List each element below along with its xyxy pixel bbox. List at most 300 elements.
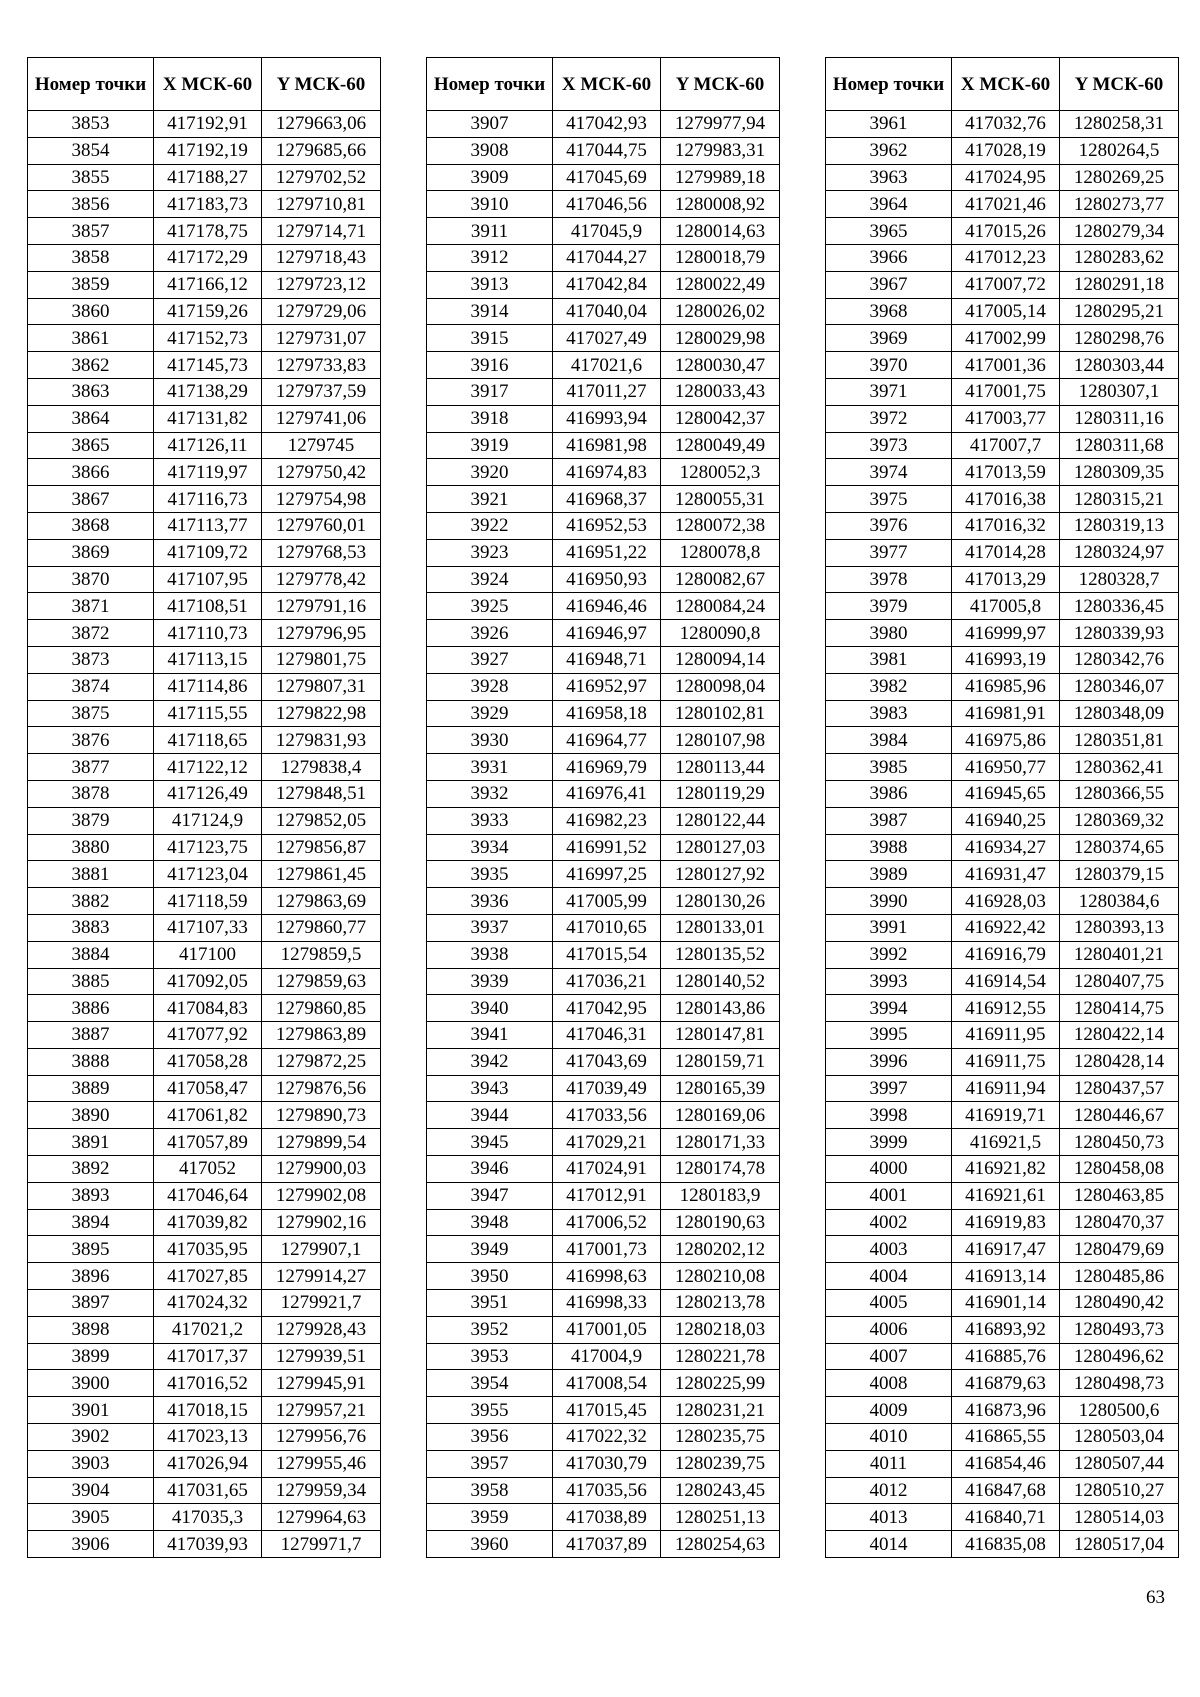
cell-x-coordinate: 417005,14 — [952, 298, 1060, 325]
cell-y-coordinate: 1280029,98 — [661, 325, 780, 352]
cell-y-coordinate: 1280496,62 — [1060, 1343, 1179, 1370]
table-row — [427, 325, 780, 352]
cell-point-number: 3898 — [28, 1316, 154, 1343]
cell-y-coordinate: 1280393,13 — [1060, 914, 1179, 941]
header-point-number: Номер точки — [427, 58, 553, 111]
cell-y-coordinate: 1279856,87 — [262, 834, 381, 861]
cell-y-coordinate: 1280014,63 — [661, 218, 780, 245]
cell-x-coordinate: 416919,83 — [952, 1209, 1060, 1236]
cell-x-coordinate: 417124,9 — [154, 807, 262, 834]
cell-y-coordinate: 1280493,73 — [1060, 1316, 1179, 1343]
cell-point-number: 3914 — [427, 298, 553, 325]
cell-x-coordinate: 417118,59 — [154, 888, 262, 915]
cell-y-coordinate: 1280127,92 — [661, 861, 780, 888]
cell-y-coordinate: 1279723,12 — [262, 271, 381, 298]
table-row — [427, 1102, 780, 1129]
cell-y-coordinate: 1280458,08 — [1060, 1156, 1179, 1183]
table-row — [28, 1504, 381, 1531]
cell-x-coordinate: 416921,61 — [952, 1182, 1060, 1209]
cell-point-number: 3980 — [826, 620, 952, 647]
cell-y-coordinate: 1279921,7 — [262, 1290, 381, 1317]
cell-point-number: 3969 — [826, 325, 952, 352]
cell-y-coordinate: 1279822,98 — [262, 700, 381, 727]
cell-point-number: 3928 — [427, 673, 553, 700]
cell-y-coordinate: 1279859,5 — [262, 941, 381, 968]
table-row — [28, 1370, 381, 1397]
cell-x-coordinate: 416968,37 — [553, 486, 661, 513]
cell-x-coordinate: 416950,77 — [952, 754, 1060, 781]
cell-y-coordinate: 1280500,6 — [1060, 1397, 1179, 1424]
cell-y-coordinate: 1280078,8 — [661, 539, 780, 566]
cell-x-coordinate: 417046,64 — [154, 1182, 262, 1209]
cell-point-number: 4011 — [826, 1450, 952, 1477]
cell-y-coordinate: 1280369,32 — [1060, 807, 1179, 834]
cell-y-coordinate: 1280190,63 — [661, 1209, 780, 1236]
cell-x-coordinate: 417126,11 — [154, 432, 262, 459]
cell-x-coordinate: 417006,52 — [553, 1209, 661, 1236]
cell-y-coordinate: 1280119,29 — [661, 780, 780, 807]
table-row — [427, 1075, 780, 1102]
table-row — [826, 914, 1179, 941]
cell-x-coordinate: 417126,49 — [154, 780, 262, 807]
cell-point-number: 3961 — [826, 111, 952, 138]
cell-point-number: 3953 — [427, 1343, 553, 1370]
cell-point-number: 3911 — [427, 218, 553, 245]
cell-y-coordinate: 1280336,45 — [1060, 593, 1179, 620]
cell-y-coordinate: 1280130,26 — [661, 888, 780, 915]
cell-x-coordinate: 416993,94 — [553, 405, 661, 432]
cell-point-number: 3986 — [826, 780, 952, 807]
cell-point-number: 3944 — [427, 1102, 553, 1129]
cell-point-number: 3878 — [28, 780, 154, 807]
cell-point-number: 3855 — [28, 164, 154, 191]
cell-x-coordinate: 416873,96 — [952, 1397, 1060, 1424]
cell-x-coordinate: 417052 — [154, 1156, 262, 1183]
cell-point-number: 3890 — [28, 1102, 154, 1129]
cell-y-coordinate: 1279718,43 — [262, 244, 381, 271]
cell-point-number: 3882 — [28, 888, 154, 915]
cell-x-coordinate: 417026,94 — [154, 1450, 262, 1477]
cell-y-coordinate: 1280231,21 — [661, 1397, 780, 1424]
cell-x-coordinate: 417022,32 — [553, 1424, 661, 1451]
cell-x-coordinate: 417012,23 — [952, 244, 1060, 271]
cell-y-coordinate: 1279733,83 — [262, 352, 381, 379]
cell-point-number: 3998 — [826, 1102, 952, 1129]
cell-y-coordinate: 1280384,6 — [1060, 888, 1179, 915]
cell-x-coordinate: 416997,25 — [553, 861, 661, 888]
cell-y-coordinate: 1280202,12 — [661, 1236, 780, 1263]
cell-x-coordinate: 417192,19 — [154, 137, 262, 164]
cell-y-coordinate: 1279663,06 — [262, 111, 381, 138]
cell-point-number: 3993 — [826, 968, 952, 995]
cell-x-coordinate: 416911,95 — [952, 1022, 1060, 1049]
cell-y-coordinate: 1279737,59 — [262, 378, 381, 405]
table-row — [427, 459, 780, 486]
cell-y-coordinate: 1280159,71 — [661, 1048, 780, 1075]
cell-y-coordinate: 1280463,85 — [1060, 1182, 1179, 1209]
cell-x-coordinate: 417016,52 — [154, 1370, 262, 1397]
cell-y-coordinate: 1280033,43 — [661, 378, 780, 405]
cell-x-coordinate: 417029,21 — [553, 1129, 661, 1156]
cell-y-coordinate: 1280295,21 — [1060, 298, 1179, 325]
cell-point-number: 3941 — [427, 1022, 553, 1049]
cell-x-coordinate: 417016,38 — [952, 486, 1060, 513]
cell-x-coordinate: 417004,9 — [553, 1343, 661, 1370]
cell-x-coordinate: 417113,77 — [154, 512, 262, 539]
table-row — [28, 405, 381, 432]
cell-y-coordinate: 1279959,34 — [262, 1477, 381, 1504]
cell-y-coordinate: 1280107,98 — [661, 727, 780, 754]
table-row — [427, 1236, 780, 1263]
table-row — [826, 1343, 1179, 1370]
cell-point-number: 3930 — [427, 727, 553, 754]
cell-y-coordinate: 1279955,46 — [262, 1450, 381, 1477]
table-row — [826, 164, 1179, 191]
cell-y-coordinate: 1280407,75 — [1060, 968, 1179, 995]
page-number: 63 — [1146, 1587, 1165, 1608]
table-row — [826, 1290, 1179, 1317]
cell-x-coordinate: 417021,46 — [952, 191, 1060, 218]
cell-y-coordinate: 1280362,41 — [1060, 754, 1179, 781]
cell-x-coordinate: 417027,85 — [154, 1263, 262, 1290]
cell-point-number: 3903 — [28, 1450, 154, 1477]
table-row — [427, 700, 780, 727]
table-row — [28, 861, 381, 888]
cell-x-coordinate: 416914,54 — [952, 968, 1060, 995]
table-row — [427, 834, 780, 861]
cell-x-coordinate: 416931,47 — [952, 861, 1060, 888]
cell-point-number: 3975 — [826, 486, 952, 513]
cell-y-coordinate: 1279914,27 — [262, 1263, 381, 1290]
table-row — [826, 1504, 1179, 1531]
cell-point-number: 4008 — [826, 1370, 952, 1397]
cell-y-coordinate: 1280143,86 — [661, 995, 780, 1022]
table-row — [427, 1477, 780, 1504]
cell-x-coordinate: 417116,73 — [154, 486, 262, 513]
cell-x-coordinate: 416922,42 — [952, 914, 1060, 941]
table-row — [427, 512, 780, 539]
cell-y-coordinate: 1279860,77 — [262, 914, 381, 941]
cell-x-coordinate: 416976,41 — [553, 780, 661, 807]
cell-x-coordinate: 417013,59 — [952, 459, 1060, 486]
table-row — [826, 673, 1179, 700]
table-row — [826, 727, 1179, 754]
cell-y-coordinate: 1280507,44 — [1060, 1450, 1179, 1477]
table-row — [826, 941, 1179, 968]
table-row — [427, 1048, 780, 1075]
cell-point-number: 3875 — [28, 700, 154, 727]
cell-x-coordinate: 417021,6 — [553, 352, 661, 379]
table-row — [28, 164, 381, 191]
cell-y-coordinate: 1280517,04 — [1060, 1531, 1179, 1558]
cell-point-number: 3958 — [427, 1477, 553, 1504]
cell-x-coordinate: 417119,97 — [154, 459, 262, 486]
table-row — [826, 1102, 1179, 1129]
cell-y-coordinate: 1280315,21 — [1060, 486, 1179, 513]
table-row — [28, 218, 381, 245]
cell-y-coordinate: 1280258,31 — [1060, 111, 1179, 138]
table-row — [826, 137, 1179, 164]
cell-y-coordinate: 1279729,06 — [262, 298, 381, 325]
cell-y-coordinate: 1280279,34 — [1060, 218, 1179, 245]
cell-point-number: 3987 — [826, 807, 952, 834]
cell-point-number: 3865 — [28, 432, 154, 459]
cell-y-coordinate: 1280094,14 — [661, 646, 780, 673]
cell-x-coordinate: 417057,89 — [154, 1129, 262, 1156]
table-row — [826, 566, 1179, 593]
table-row — [28, 1129, 381, 1156]
cell-point-number: 3884 — [28, 941, 154, 968]
cell-y-coordinate: 1279902,16 — [262, 1209, 381, 1236]
cell-x-coordinate: 417036,21 — [553, 968, 661, 995]
cell-point-number: 3897 — [28, 1290, 154, 1317]
cell-y-coordinate: 1280342,76 — [1060, 646, 1179, 673]
table-row — [427, 271, 780, 298]
table-row — [826, 888, 1179, 915]
cell-x-coordinate: 417024,95 — [952, 164, 1060, 191]
cell-point-number: 3923 — [427, 539, 553, 566]
table-row — [427, 218, 780, 245]
cell-x-coordinate: 417118,65 — [154, 727, 262, 754]
cell-y-coordinate: 1279685,66 — [262, 137, 381, 164]
cell-point-number: 3919 — [427, 432, 553, 459]
cell-y-coordinate: 1279852,05 — [262, 807, 381, 834]
table-row — [427, 191, 780, 218]
cell-x-coordinate: 417107,95 — [154, 566, 262, 593]
cell-point-number: 3935 — [427, 861, 553, 888]
cell-y-coordinate: 1280113,44 — [661, 754, 780, 781]
cell-x-coordinate: 416993,19 — [952, 646, 1060, 673]
table-row — [427, 137, 780, 164]
header-y-coordinate: Y МСК-60 — [1060, 58, 1179, 111]
cell-y-coordinate: 1280264,5 — [1060, 137, 1179, 164]
cell-point-number: 3872 — [28, 620, 154, 647]
cell-y-coordinate: 1280213,78 — [661, 1290, 780, 1317]
cell-point-number: 3896 — [28, 1263, 154, 1290]
cell-y-coordinate: 1280446,67 — [1060, 1102, 1179, 1129]
cell-y-coordinate: 1279971,7 — [262, 1531, 381, 1558]
cell-y-coordinate: 1280165,39 — [661, 1075, 780, 1102]
cell-point-number: 3910 — [427, 191, 553, 218]
cell-x-coordinate: 417039,49 — [553, 1075, 661, 1102]
cell-y-coordinate: 1280008,92 — [661, 191, 780, 218]
cell-x-coordinate: 417035,3 — [154, 1504, 262, 1531]
cell-x-coordinate: 417039,93 — [154, 1531, 262, 1558]
cell-x-coordinate: 416958,18 — [553, 700, 661, 727]
cell-x-coordinate: 417178,75 — [154, 218, 262, 245]
table-row — [427, 1209, 780, 1236]
cell-point-number: 3963 — [826, 164, 952, 191]
cell-point-number: 4005 — [826, 1290, 952, 1317]
cell-point-number: 3899 — [28, 1343, 154, 1370]
cell-point-number: 3932 — [427, 780, 553, 807]
cell-point-number: 3900 — [28, 1370, 154, 1397]
table-row — [28, 137, 381, 164]
cell-point-number: 4002 — [826, 1209, 952, 1236]
cell-point-number: 3984 — [826, 727, 952, 754]
cell-y-coordinate: 1280510,27 — [1060, 1477, 1179, 1504]
cell-x-coordinate: 416917,47 — [952, 1236, 1060, 1263]
cell-point-number: 3943 — [427, 1075, 553, 1102]
table-row — [427, 727, 780, 754]
cell-x-coordinate: 416951,22 — [553, 539, 661, 566]
cell-point-number: 3959 — [427, 1504, 553, 1531]
table-row — [427, 352, 780, 379]
cell-point-number: 3893 — [28, 1182, 154, 1209]
cell-point-number: 3967 — [826, 271, 952, 298]
cell-y-coordinate: 1279945,91 — [262, 1370, 381, 1397]
coordinates-table-1 — [27, 57, 381, 1558]
cell-point-number: 3981 — [826, 646, 952, 673]
cell-point-number: 3866 — [28, 459, 154, 486]
table-row — [427, 995, 780, 1022]
cell-y-coordinate: 1279760,01 — [262, 512, 381, 539]
cell-x-coordinate: 417008,54 — [553, 1370, 661, 1397]
cell-y-coordinate: 1280090,8 — [661, 620, 780, 647]
table-row — [427, 1424, 780, 1451]
table-row — [427, 807, 780, 834]
cell-y-coordinate: 1280082,67 — [661, 566, 780, 593]
cell-x-coordinate: 417188,27 — [154, 164, 262, 191]
cell-point-number: 3931 — [427, 754, 553, 781]
table-row — [427, 566, 780, 593]
table-row — [826, 620, 1179, 647]
table-row — [826, 1477, 1179, 1504]
cell-point-number: 3997 — [826, 1075, 952, 1102]
table-row — [28, 727, 381, 754]
cell-point-number: 3936 — [427, 888, 553, 915]
table-row — [826, 754, 1179, 781]
cell-y-coordinate: 1280346,07 — [1060, 673, 1179, 700]
cell-y-coordinate: 1279876,56 — [262, 1075, 381, 1102]
cell-point-number: 3927 — [427, 646, 553, 673]
table-row — [826, 352, 1179, 379]
table-row — [427, 1156, 780, 1183]
table-row — [826, 1397, 1179, 1424]
cell-point-number: 3939 — [427, 968, 553, 995]
cell-x-coordinate: 416964,77 — [553, 727, 661, 754]
cell-x-coordinate: 417040,04 — [553, 298, 661, 325]
cell-x-coordinate: 417058,47 — [154, 1075, 262, 1102]
cell-y-coordinate: 1279863,89 — [262, 1022, 381, 1049]
cell-x-coordinate: 416928,03 — [952, 888, 1060, 915]
cell-y-coordinate: 1280052,3 — [661, 459, 780, 486]
cell-point-number: 3991 — [826, 914, 952, 941]
cell-y-coordinate: 1280298,76 — [1060, 325, 1179, 352]
cell-y-coordinate: 1280084,24 — [661, 593, 780, 620]
cell-x-coordinate: 417061,82 — [154, 1102, 262, 1129]
table-row — [427, 486, 780, 513]
cell-point-number: 4012 — [826, 1477, 952, 1504]
cell-x-coordinate: 417152,73 — [154, 325, 262, 352]
table-row — [427, 111, 780, 138]
cell-y-coordinate: 1280283,62 — [1060, 244, 1179, 271]
table-row — [28, 995, 381, 1022]
cell-x-coordinate: 417046,56 — [553, 191, 661, 218]
cell-point-number: 3999 — [826, 1129, 952, 1156]
table-row — [826, 271, 1179, 298]
cell-y-coordinate: 1279983,31 — [661, 137, 780, 164]
header-x-coordinate: X МСК-60 — [154, 58, 262, 111]
cell-y-coordinate: 1280503,04 — [1060, 1424, 1179, 1451]
cell-point-number: 3988 — [826, 834, 952, 861]
cell-point-number: 3992 — [826, 941, 952, 968]
cell-y-coordinate: 1280055,31 — [661, 486, 780, 513]
cell-point-number: 3940 — [427, 995, 553, 1022]
cell-point-number: 3887 — [28, 1022, 154, 1049]
cell-point-number: 3916 — [427, 352, 553, 379]
cell-y-coordinate: 1280309,35 — [1060, 459, 1179, 486]
cell-y-coordinate: 1280437,57 — [1060, 1075, 1179, 1102]
cell-point-number: 3945 — [427, 1129, 553, 1156]
cell-y-coordinate: 1280366,55 — [1060, 780, 1179, 807]
cell-point-number: 3894 — [28, 1209, 154, 1236]
cell-x-coordinate: 417021,2 — [154, 1316, 262, 1343]
cell-point-number: 3955 — [427, 1397, 553, 1424]
cell-x-coordinate: 416999,97 — [952, 620, 1060, 647]
cell-point-number: 3854 — [28, 137, 154, 164]
header-x-coordinate: X МСК-60 — [952, 58, 1060, 111]
cell-x-coordinate: 417115,55 — [154, 700, 262, 727]
table-row — [427, 673, 780, 700]
cell-x-coordinate: 417024,32 — [154, 1290, 262, 1317]
table-row — [826, 191, 1179, 218]
table-row — [826, 807, 1179, 834]
table-row — [826, 298, 1179, 325]
table-row — [28, 512, 381, 539]
cell-y-coordinate: 1280251,13 — [661, 1504, 780, 1531]
cell-y-coordinate: 1280140,52 — [661, 968, 780, 995]
cell-x-coordinate: 416885,76 — [952, 1343, 1060, 1370]
cell-y-coordinate: 1280243,45 — [661, 1477, 780, 1504]
cell-x-coordinate: 417024,91 — [553, 1156, 661, 1183]
cell-point-number: 3912 — [427, 244, 553, 271]
cell-y-coordinate: 1279956,76 — [262, 1424, 381, 1451]
table-row — [28, 191, 381, 218]
cell-y-coordinate: 1280485,86 — [1060, 1263, 1179, 1290]
cell-y-coordinate: 1279890,73 — [262, 1102, 381, 1129]
table-row — [28, 1343, 381, 1370]
cell-x-coordinate: 416975,86 — [952, 727, 1060, 754]
cell-x-coordinate: 417166,12 — [154, 271, 262, 298]
table-header-row — [427, 58, 780, 111]
cell-point-number: 3934 — [427, 834, 553, 861]
cell-point-number: 3863 — [28, 378, 154, 405]
cell-point-number: 3907 — [427, 111, 553, 138]
cell-y-coordinate: 1279702,52 — [262, 164, 381, 191]
table-row — [427, 164, 780, 191]
cell-x-coordinate: 417159,26 — [154, 298, 262, 325]
cell-x-coordinate: 417018,15 — [154, 1397, 262, 1424]
table-row — [427, 244, 780, 271]
cell-y-coordinate: 1280414,75 — [1060, 995, 1179, 1022]
cell-point-number: 3895 — [28, 1236, 154, 1263]
cell-y-coordinate: 1279778,42 — [262, 566, 381, 593]
cell-point-number: 3937 — [427, 914, 553, 941]
table-row — [427, 1397, 780, 1424]
cell-y-coordinate: 1280026,02 — [661, 298, 780, 325]
table-row — [826, 834, 1179, 861]
cell-x-coordinate: 417113,15 — [154, 646, 262, 673]
cell-point-number: 3888 — [28, 1048, 154, 1075]
table-row — [826, 995, 1179, 1022]
cell-point-number: 3954 — [427, 1370, 553, 1397]
table-row — [28, 593, 381, 620]
cell-y-coordinate: 1280147,81 — [661, 1022, 780, 1049]
cell-x-coordinate: 416921,82 — [952, 1156, 1060, 1183]
table-row — [28, 941, 381, 968]
cell-y-coordinate: 1280183,9 — [661, 1182, 780, 1209]
